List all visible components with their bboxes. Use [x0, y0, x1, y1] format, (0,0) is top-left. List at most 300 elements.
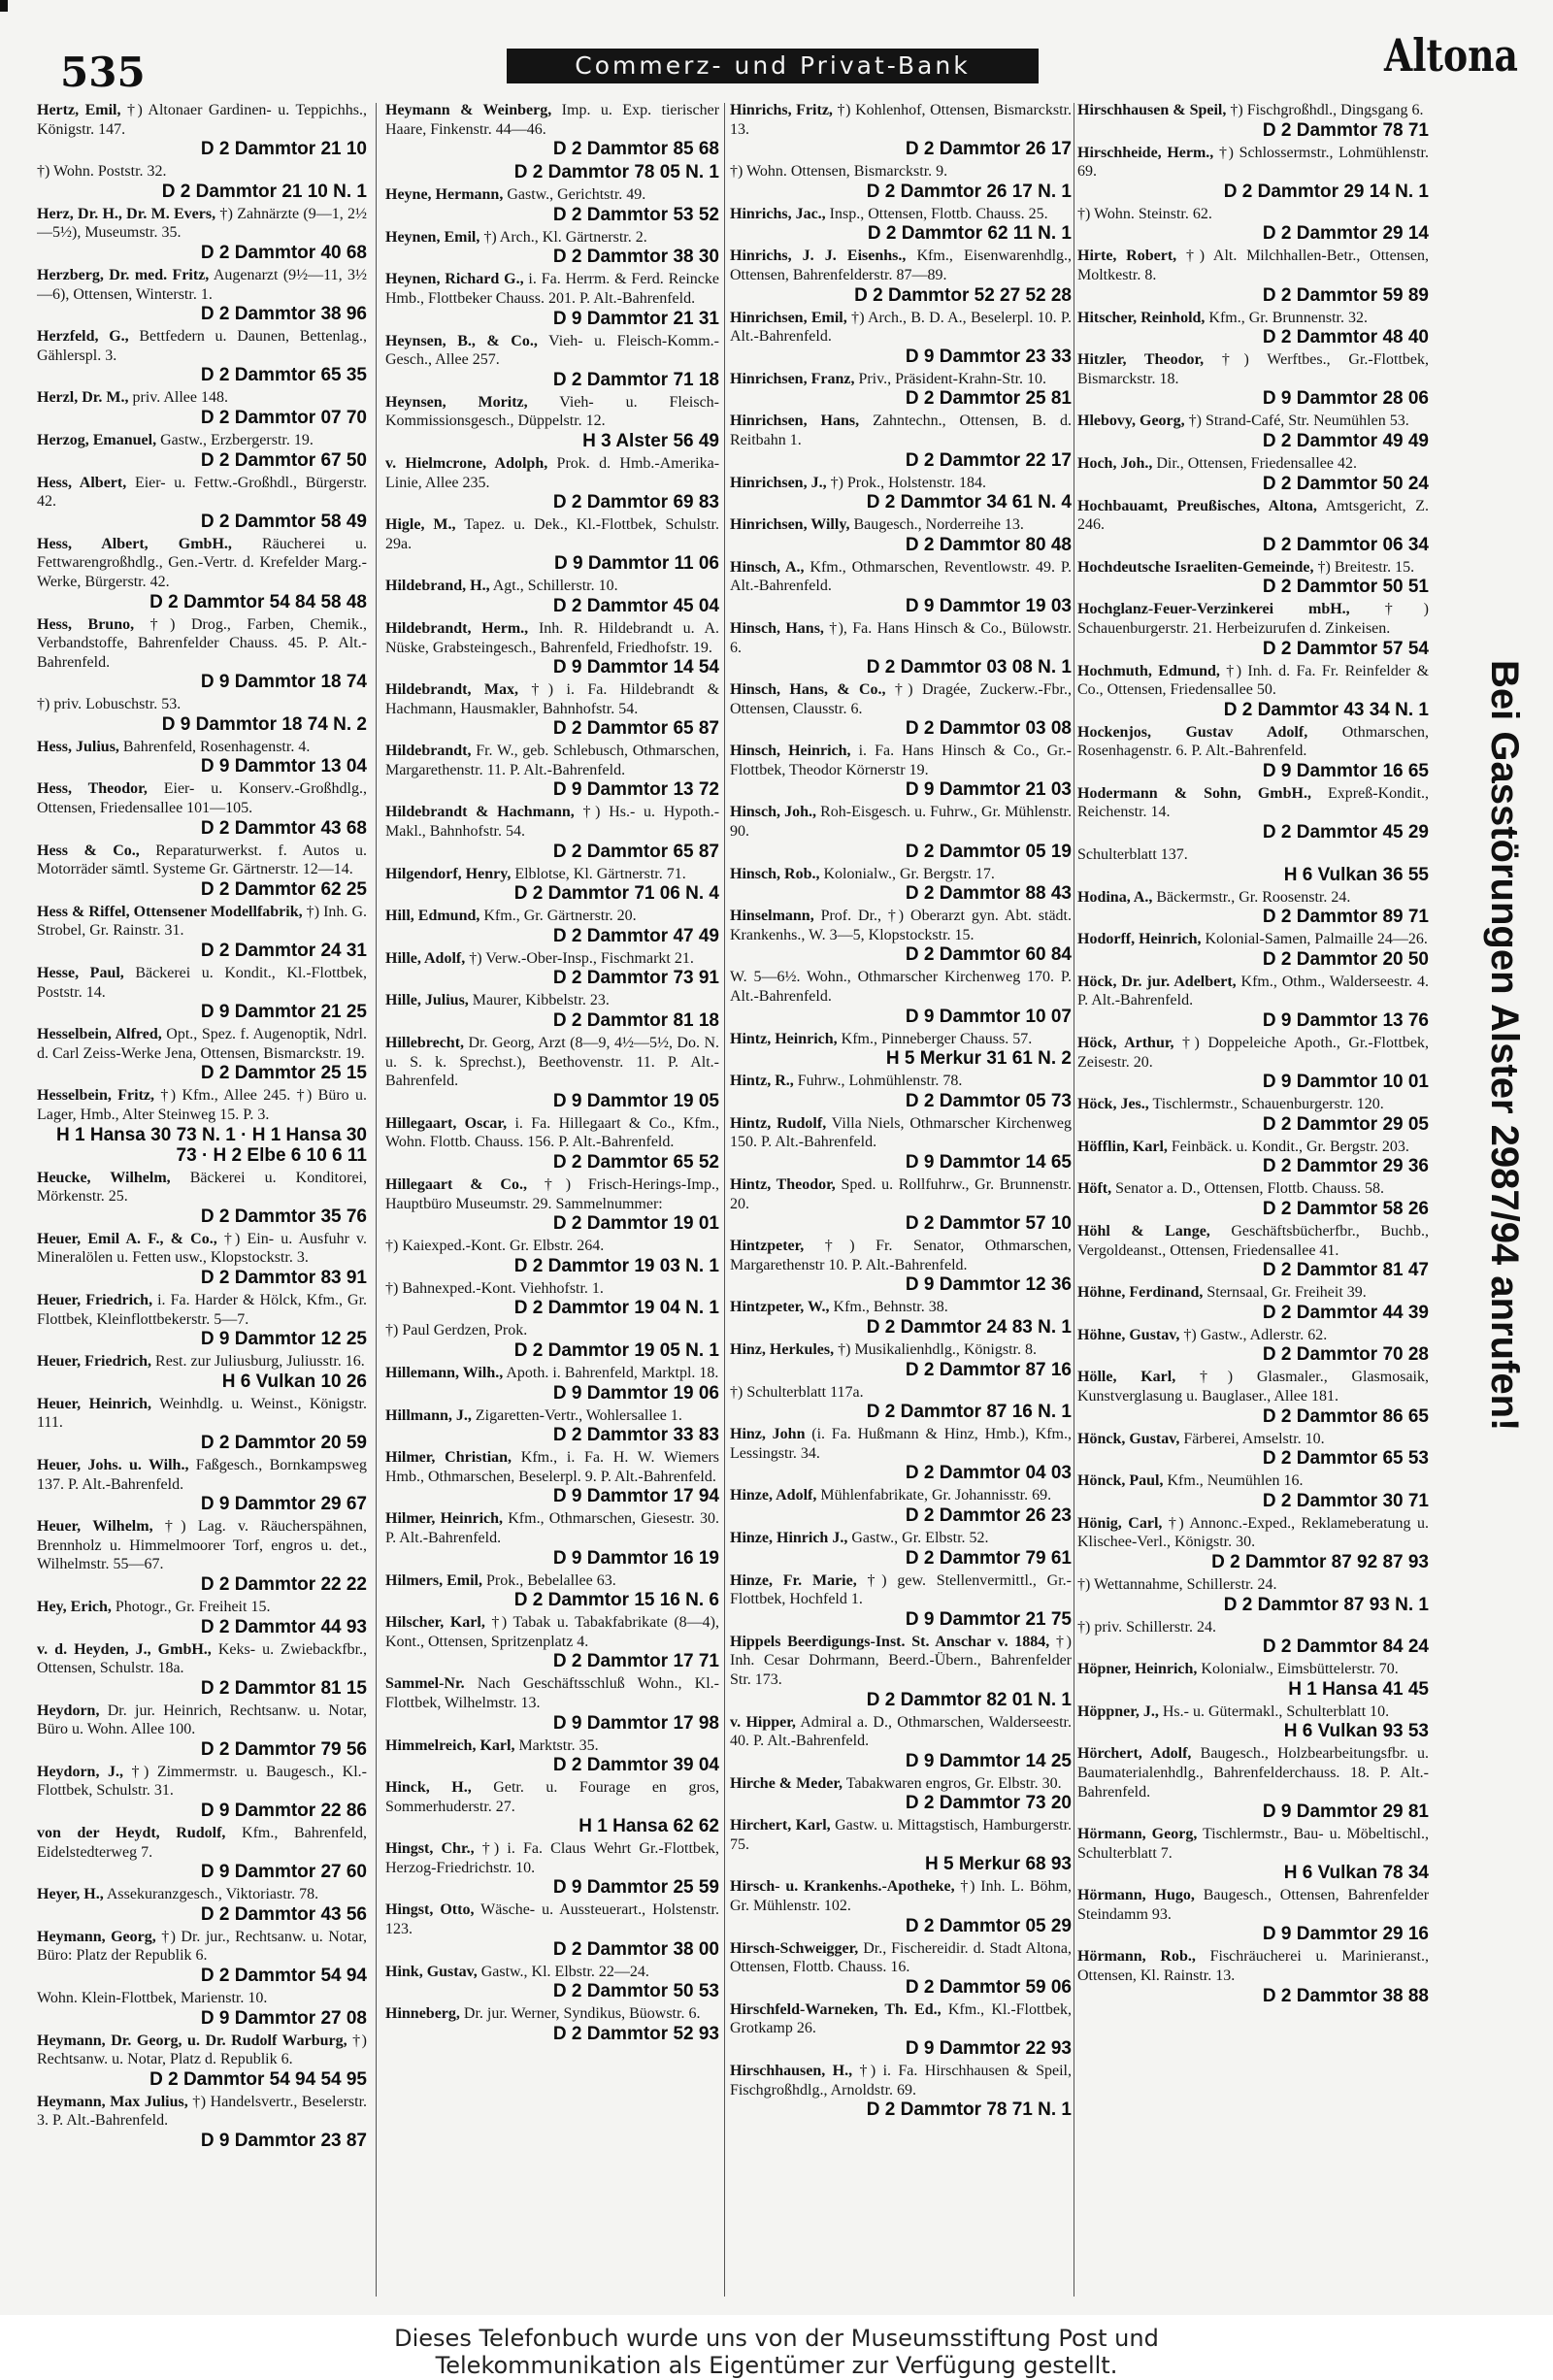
phone-number: D 2 Dammtor 17 71: [552, 1651, 719, 1672]
entry-details: †) Drog., Farben, Chemik., Verbandstoffe, Bahrenfelder Chauss. 45. P. Alt.-Bahrenfeld.: [37, 615, 367, 671]
entry-details: Tischlermstr., Bau- u. Möbeltischl., Schulterblatt 7.: [1077, 1826, 1429, 1862]
entry-details: Expreß-Kondit., Reichenstr. 14.: [1077, 784, 1429, 821]
entry-details: Assekuranzgesch., Viktoriastr. 78.: [106, 1886, 319, 1903]
phone-number: D 9 Dammtor 13 72: [552, 779, 719, 801]
directory-entry: [1077, 1702, 1429, 1742]
phone-number: D 2 Dammtor 38 30: [552, 247, 719, 268]
entry-details: Vieh- u. Fleisch-Kommissionsgesch., Düppelstr. 12.: [385, 393, 719, 430]
phone-number: D 2 Dammtor 65 87: [552, 841, 719, 862]
entry-name: Hodina, A.,: [1077, 888, 1153, 906]
directory-entry: [37, 535, 367, 612]
entry-details: Kfm., Gr. Brunnenstr. 32.: [1208, 309, 1368, 326]
directory-entry: [730, 1175, 1072, 1234]
entry-details: †) Wettannahme, Schillerstr. 24.: [1077, 1575, 1277, 1593]
entry-name: Hildebrand, H.,: [385, 578, 490, 595]
entry-details: Nach Geschäftsschluß Wohn., Kl.-Flottbek, Wilhelmstr. 13.: [385, 1675, 719, 1711]
phone-number: D 2 Dammtor 19 04 N. 1: [513, 1298, 719, 1319]
entry-name: Heuer, Emil A. F., & Co.,: [37, 1230, 217, 1247]
directory-entry: [385, 1509, 719, 1568]
entry-name: Hinrichsen, Franz,: [730, 370, 855, 387]
directory-entry: [385, 1114, 719, 1173]
phone-number: D 2 Dammtor 25 15: [200, 1063, 367, 1084]
phone-number: D 2 Dammtor 87 92 87 93: [1211, 1551, 1429, 1572]
entry-details: Gastw., Gerichtstr. 49.: [507, 186, 646, 204]
entry-details: †) Lag. v. Räucherspähnen, Brennholz u. Himmelmoorer Torf, engros u. det., Wilhelmstr. 55—67.: [37, 1518, 367, 1573]
directory-entry: [385, 1406, 719, 1446]
entry-details: Getr. u. Fourage en gros, Sommerhuderstr. 27.: [385, 1779, 719, 1815]
entry-details: Roh-Eisgesch. u. Fuhrw., Gr. Mühlenstr. 90.: [730, 804, 1072, 841]
entry-details: Kolonial-Samen, Palmaille 24—26.: [1205, 931, 1428, 948]
entry-name: Hirschfeld-Warneken, Th. Ed.,: [730, 2000, 942, 2018]
entry-details: i. Fa. Herrm. & Ferd. Reincke Hmb., Flottbeker Chauss. 201. P. Alt.-Bahrenfeld.: [385, 271, 719, 307]
entry-details: †) Inh. L. Böhm, Gr. Mühlenstr. 102.: [730, 1878, 1072, 1915]
phone-number: D 2 Dammtor 84 24: [1262, 1636, 1429, 1658]
entry-name: Hink, Gustav,: [385, 1963, 478, 1980]
phone-number: D 2 Dammtor 67 50: [200, 449, 367, 471]
directory-entry: [1077, 350, 1429, 409]
entry-name: Hörchert, Adolf,: [1077, 1745, 1192, 1763]
directory-entry: [385, 2004, 719, 2044]
phone-number: D 2 Dammtor 52 27 52 28: [854, 284, 1072, 306]
entry-details: Eier- u. Fettw.-Großhdl., Bürgerstr. 42.: [37, 474, 367, 511]
entry-name: Heymann & Weinberg,: [385, 102, 552, 118]
entry-name: Hess, Julius,: [37, 738, 119, 755]
entry-name: Heucke, Wilhelm,: [37, 1169, 171, 1186]
directory-entry: [37, 2093, 367, 2151]
entry-name: von der Heydt, Rudolf,: [37, 1825, 226, 1842]
phone-number: H 5 Merkur 31 61 N. 2: [885, 1048, 1072, 1070]
phone-number: D 2 Dammtor 43 68: [200, 817, 367, 839]
entry-name: Heydorn, J.,: [37, 1763, 123, 1780]
phone-number: D 2 Dammtor 79 61: [905, 1547, 1072, 1569]
directory-entry: [1077, 247, 1429, 305]
entry-name: Hill, Edmund,: [385, 908, 480, 925]
phone-number: D 2 Dammtor 29 14 N. 1: [1223, 181, 1429, 202]
directory-entry: [385, 1963, 719, 2002]
entry-details: Fischräucherei u. Marinieranst., Ottensen, Kl. Rainstr. 13.: [1077, 1948, 1429, 1985]
entry-details: Othmarschen, Rosenhagenstr. 6. P. Alt.-Bahrenfeld.: [1077, 723, 1429, 760]
entry-details: †) Verw.-Ober-Insp., Fischmarkt 21.: [469, 949, 694, 967]
phone-number: D 2 Dammtor 79 56: [200, 1738, 367, 1760]
entry-details: †) Strand-Café, Str. Neumühlen 53.: [1188, 413, 1409, 430]
entry-name: Hinsch, Rob.,: [730, 865, 820, 882]
entry-details: Kfm., Bahrenfeld, Eidelstedterweg 7.: [37, 1825, 367, 1861]
directory-entry: [385, 454, 719, 512]
bank-banner: Commerz- und Privat-Bank: [507, 49, 1039, 83]
directory-entry: [1077, 973, 1429, 1031]
phone-number: D 2 Dammtor 57 10: [905, 1213, 1072, 1235]
entry-name: Hinrichsen, Hans,: [730, 413, 860, 430]
entry-name: Hochmuth, Edmund,: [1077, 662, 1220, 679]
directory-entry: [730, 2062, 1072, 2120]
entry-details: Fuhrw., Lohmühlenstr. 78.: [797, 1073, 963, 1090]
entry-name: Heynsen, B., & Co.,: [385, 332, 538, 349]
entry-name: Hirte, Robert,: [1077, 248, 1177, 265]
directory-entry: [730, 1939, 1072, 1998]
city-title: Altona: [1383, 29, 1518, 82]
entry-details: Mühlenfabrikate, Gr. Johannisstr. 69.: [820, 1487, 1052, 1504]
entry-details: Reparaturwerkst. f. Autos u. Motorräder sämtl. Systeme Gr. Gärtnerstr. 12—14.: [37, 842, 367, 878]
entry-details: †) Dr. jur., Rechtsanw. u. Notar, Büro: Platz der Republik 6.: [37, 1928, 367, 1965]
phone-number: D 9 Dammtor 21 75: [905, 1608, 1072, 1630]
phone-number: D 2 Dammtor 65 87: [552, 718, 719, 740]
entry-details: Bäckerei u. Konditorei, Mörkenstr. 25.: [37, 1169, 367, 1206]
phone-number: D 2 Dammtor 87 16: [905, 1359, 1072, 1380]
directory-entry: [385, 270, 719, 328]
entry-details: Bahrenfeld, Rosenhagenstr. 4.: [122, 738, 311, 755]
entry-name: Hockenjos, Gustav Adolf,: [1077, 723, 1308, 741]
directory-entry: [37, 101, 367, 159]
entry-name: Hess, Albert, GmbH.,: [37, 535, 232, 552]
entry-details: Zahntechn., Ottensen, B. d. Reitbahn 1.: [730, 413, 1072, 448]
entry-name: Heuer, Heinrich,: [37, 1395, 152, 1412]
directory-entry: [730, 1774, 1072, 1814]
entry-details: Baugesch., Holzbearbeitungsfbr. u. Baumaterialenhdlg., Bahrenfelderchauss. 18. P. Alt.-Bahrenfeld.: [1077, 1745, 1429, 1801]
phone-number: D 9 Dammtor 12 36: [905, 1274, 1072, 1296]
entry-name: Heyne, Hermann,: [385, 186, 504, 204]
directory-entry: [385, 332, 719, 390]
phone-number: D 2 Dammtor 19 01: [552, 1213, 719, 1235]
entry-details: W. 5—6½. Wohn., Othmarscher Kirchenweg 170. P. Alt.-Bahrenfeld.: [730, 969, 1072, 1006]
directory-entry: [37, 205, 367, 263]
entry-details: Kfm., Behnstr. 38.: [833, 1299, 948, 1316]
phone-number: D 2 Dammtor 39 04: [552, 1755, 719, 1776]
entry-name: Hilmer, Christian,: [385, 1449, 512, 1467]
entry-details: †) Fischgroßhdl., Dingsgang 6.: [1230, 102, 1424, 118]
phone-number: D 2 Dammtor 62 25: [200, 878, 367, 900]
phone-number: D 2 Dammtor 50 24: [1262, 473, 1429, 494]
entry-details: Baugesch., Norderreihe 13.: [853, 516, 1024, 534]
phone-number: D 2 Dammtor 54 94 54 95: [149, 2068, 367, 2090]
entry-details: †) Wohn. Ottensen, Bismarckstr. 9.: [730, 163, 948, 181]
side-advertisement: [1442, 660, 1539, 1825]
page-number: 535: [60, 49, 146, 96]
phone-number: H 6 Vulkan 36 55: [1283, 864, 1429, 885]
entry-name: Höhne, Gustav,: [1077, 1326, 1180, 1343]
directory-entry: [730, 1529, 1072, 1569]
phone-number: D 2 Dammtor 54 94: [200, 1966, 367, 1987]
directory-entry: [37, 1352, 367, 1392]
phone-number: D 2 Dammtor 44 93: [200, 1616, 367, 1637]
entry-name: Hochglanz-Feuer-Verzinkerei mbH.,: [1077, 601, 1350, 618]
entry-details: Opt., Spez. f. Augenoptik, Ndrl. d. Carl Zeiss-Werke Jena, Ottensen, Bismarckstr. 19.: [37, 1026, 367, 1062]
entry-name: Höhne, Ferdinand,: [1077, 1284, 1204, 1302]
directory-entry: [37, 779, 367, 838]
directory-entry: [37, 1169, 367, 1227]
entry-name: Heynen, Richard G.,: [385, 271, 524, 288]
entry-details: Hs.- u. Gütermakl., Schulterblatt 10.: [1162, 1702, 1390, 1720]
phone-number: D 2 Dammtor 82 01 N. 1: [866, 1689, 1072, 1710]
phone-number: D 2 Dammtor 87 93 N. 1: [1223, 1594, 1429, 1615]
entry-details: Bäckermstr., Gr. Roosenstr. 24.: [1156, 888, 1351, 906]
directory-entry: [385, 1175, 719, 1234]
entry-details: †) Glasmaler., Glasmosaik, Kunstverglasung u. Bauglaser., Allee 181.: [1077, 1369, 1429, 1405]
entry-name: Hinze, Fr. Marie,: [730, 1571, 857, 1589]
phone-number: D 2 Dammtor 20 59: [200, 1432, 367, 1453]
directory-entry: [37, 1885, 367, 1925]
directory-entry: [37, 738, 367, 777]
directory-entry: [385, 577, 719, 616]
directory-entry: [37, 1086, 367, 1165]
entry-name: Hilmers, Emil,: [385, 1571, 482, 1589]
entry-details: Bäckerei u. Kondit., Kl.-Flottbek, Poststr. 14.: [37, 965, 367, 1001]
entry-details: Dr., Fischereidir. d. Stadt Altona, Ottensen, Flottb. Chauss. 16.: [730, 1939, 1072, 1976]
phone-number: D 2 Dammtor 35 76: [200, 1206, 367, 1227]
phone-number: D 2 Dammtor 73 91: [552, 968, 719, 989]
entry-details: †) Kfm., Allee 245. †) Büro u. Lager, Hmb., Alter Steinweg 15. P. 3.: [37, 1087, 367, 1123]
entry-details: Amtsgericht, Z. 246.: [1077, 497, 1429, 534]
entry-name: Hörmann, Georg,: [1077, 1826, 1198, 1843]
entry-details: Kfm., Othmarschen, Giesestr. 30. P. Alt.-Bahrenfeld.: [385, 1510, 719, 1546]
phone-number: D 2 Dammtor 47 49: [552, 925, 719, 946]
directory-entry: [385, 515, 719, 574]
phone-number: D 2 Dammtor 57 54: [1262, 638, 1429, 659]
entry-details: Kolonialw., Eimsbüttelerstr. 70.: [1201, 1661, 1399, 1678]
directory-entry: [730, 619, 1072, 678]
directory-entry: [385, 907, 719, 946]
directory-entry: [37, 388, 367, 428]
phone-number: D 9 Dammtor 14 25: [905, 1750, 1072, 1771]
entry-name: Hilmer, Heinrich,: [385, 1510, 504, 1528]
directory-entry: [1077, 662, 1429, 720]
entry-details: †) priv. Schillerstr. 24.: [1077, 1618, 1216, 1636]
directory-entry: [385, 1448, 719, 1506]
directory-entry: [385, 1778, 719, 1836]
entry-name: Hippels Beerdigungs-Inst. St. Anschar v. 1884,: [730, 1633, 1050, 1650]
entry-name: Hörmann, Rob.,: [1077, 1948, 1196, 1966]
phone-number: D 2 Dammtor 89 71: [1262, 907, 1429, 928]
phone-number: D 2 Dammtor 24 83 N. 1: [866, 1316, 1072, 1338]
directory-entry: [385, 991, 719, 1031]
phone-number: D 2 Dammtor 38 88: [1262, 1985, 1429, 2006]
entry-name: Höck, Jes.,: [1077, 1096, 1149, 1113]
footer-line-1: Dieses Telefonbuch wurde uns von der Museumsstiftung Post und: [394, 2325, 1159, 2352]
phone-number: D 2 Dammtor 24 31: [200, 941, 367, 962]
directory-entry: [1077, 1744, 1429, 1822]
phone-number: D 2 Dammtor 65 35: [200, 365, 367, 386]
directory-entry: [385, 1613, 719, 1671]
phone-number: D 2 Dammtor 71 06 N. 4: [513, 883, 719, 905]
directory-entry: [37, 1598, 367, 1637]
entry-name: Hirche & Meder,: [730, 1774, 843, 1792]
entry-details: †) Inh. d. Fa. Fr. Reinfelder & Co., Ottensen, Friedensallee 50.: [1077, 662, 1429, 699]
entry-name: Hinsch, Hans,: [730, 619, 824, 637]
entry-name: Hillmann, J.,: [385, 1406, 472, 1424]
entry-details: Weinhdlg. u. Weinst., Königstr. 111.: [37, 1395, 367, 1432]
directory-entry: [730, 1877, 1072, 1935]
entry-name: v. d. Heyden, J., GmbH.,: [37, 1640, 212, 1658]
entry-name: Hildebrandt, Herm.,: [385, 619, 529, 637]
entry-details: Kfm., Pinneberger Chauss. 57.: [841, 1030, 1033, 1047]
entry-name: Hinsch, Hans, & Co.,: [730, 681, 886, 699]
entry-name: Herzberg, Dr. med. Fritz,: [37, 266, 210, 283]
directory-entry: [730, 1298, 1072, 1338]
entry-details: Insp., Ottensen, Flottb. Chauss. 25.: [829, 205, 1048, 222]
entry-name: Himmelreich, Karl,: [385, 1736, 515, 1754]
entry-name: Hönig, Carl,: [1077, 1514, 1163, 1532]
directory-entry: [1077, 1514, 1429, 1572]
phone-number: D 9 Dammtor 22 86: [200, 1801, 367, 1822]
directory-entry: [1077, 1138, 1429, 1177]
phone-number: D 9 Dammtor 29 81: [1262, 1802, 1429, 1823]
entry-details: Dir., Ottensen, Friedensallee 42.: [1156, 454, 1357, 472]
entry-details: Gastw. u. Mittagstisch, Hamburgerstr. 75.: [730, 1817, 1072, 1853]
entry-name: Höft,: [1077, 1180, 1112, 1198]
entry-details: †) Arch., B. D. A., Beselerpl. 10. P. Alt.-Bahrenfeld.: [730, 309, 1072, 346]
phone-number: D 2 Dammtor 43 34 N. 1: [1223, 699, 1429, 720]
entry-details: Imp. u. Exp. tierischer Haare, Finkenstr. 44—46.: [385, 102, 719, 138]
entry-name: Hinz, Herkules,: [730, 1340, 835, 1358]
phone-number: D 9 Dammtor 23 87: [200, 2131, 367, 2151]
phone-number: D 9 Dammtor 18 74: [200, 672, 367, 693]
phone-number: D 2 Dammtor 29 05: [1262, 1113, 1429, 1135]
phone-number: D 2 Dammtor 80 48: [905, 534, 1072, 555]
directory-column-3: [730, 101, 1072, 2304]
entry-details: †) Schauenburgerstr. 21. Herbeizurufen d. Zinkeisen.: [1077, 601, 1429, 637]
phone-number: D 2 Dammtor 65 52: [552, 1152, 719, 1173]
entry-name: Hochbauamt, Preußisches, Altona,: [1077, 497, 1317, 514]
entry-name: Hönck, Gustav,: [1077, 1430, 1180, 1447]
entry-details: †), Fa. Hans Hinsch & Co., Bülowstr. 6.: [730, 619, 1072, 656]
phone-number: D 2 Dammtor 03 08 N. 1: [866, 657, 1072, 678]
entry-name: Hilscher, Karl,: [385, 1614, 485, 1632]
entry-name: Hinsch, A.,: [730, 558, 805, 576]
directory-entry: [37, 1763, 367, 1821]
directory-entry: [385, 1321, 719, 1361]
entry-details: Färberei, Amselstr. 10.: [1183, 1430, 1325, 1447]
entry-details: †) Annonc.-Exped., Reklameberatung u. Klischee-Verl., Königstr. 30.: [1077, 1514, 1429, 1551]
phone-number: D 2 Dammtor 06 34: [1262, 534, 1429, 555]
directory-entry: [1077, 1886, 1429, 1944]
directory-entry: [1077, 1368, 1429, 1426]
phone-number: D 2 Dammtor 59 06: [905, 1976, 1072, 1998]
entry-name: Hille, Adolf,: [385, 949, 466, 967]
entry-name: Hintz, Theodor,: [730, 1176, 836, 1193]
directory-entry: [1077, 1575, 1429, 1615]
phone-number: D 2 Dammtor 62 11 N. 1: [867, 223, 1072, 245]
directory-entry: [1077, 558, 1429, 598]
directory-entry: [1077, 600, 1429, 658]
directory-entry: [1077, 1660, 1429, 1700]
phone-number: D 9 Dammtor 19 06: [552, 1382, 719, 1404]
entry-details: Räucherei u. Fettwarengroßhdlg., Gen.-Vertr. d. Krefelder Marg.-Werke, Bürgerstr. 42.: [37, 535, 367, 590]
entry-name: Höpner, Heinrich,: [1077, 1661, 1198, 1678]
directory-entry: [1077, 784, 1429, 843]
entry-name: Hinrichs, Fritz,: [730, 102, 833, 118]
entry-name: Heymann, Dr. Georg, u. Dr. Rudolf Warburg,: [37, 2032, 347, 2049]
entry-name: Herzfeld, G.,: [37, 328, 129, 346]
entry-name: Hintz, Rudolf,: [730, 1114, 827, 1132]
entry-details: †) Schlossermstr., Lohmühlenstr. 69.: [1077, 144, 1429, 181]
entry-name: Hochdeutsche Israeliten-Gemeinde,: [1077, 558, 1314, 576]
entry-details: †) Bahnexped.-Kont. Viehhofstr. 1.: [385, 1279, 604, 1297]
entry-details: †) Doppeleiche Apoth., Gr.-Flottbek, Zeisestr. 20.: [1077, 1035, 1429, 1071]
entry-details: †) Dragée, Zuckerw.-Fbr., Ottensen, Clausstr. 6.: [730, 681, 1072, 717]
entry-details: †) Wohn. Poststr. 32.: [37, 163, 167, 181]
entry-details: Prok. d. Hmb.-Amerika-Linie, Allee 235.: [385, 454, 719, 491]
entry-details: †) Kohlenhof, Ottensen, Bismarckstr. 13.: [730, 102, 1072, 138]
phone-number: D 2 Dammtor 19 05 N. 1: [513, 1339, 719, 1361]
phone-number: D 2 Dammtor 15 16 N. 6: [513, 1590, 719, 1611]
entry-details: Eier- u. Konserv.-Großhdlg., Ottensen, Friedensallee 101—105.: [37, 780, 367, 817]
entry-details: Tapez. u. Dek., Kl.-Flottbek, Schulstr. 29a.: [385, 516, 719, 552]
phone-number: H 6 Vulkan 10 26: [221, 1371, 367, 1392]
phone-number: D 2 Dammtor 81 47: [1262, 1260, 1429, 1281]
phone-number: D 2 Dammtor 70 28: [1262, 1344, 1429, 1366]
directory-entry: [385, 185, 719, 225]
entry-details: †) Gastw., Adlerstr. 62.: [1183, 1326, 1328, 1343]
phone-number: D 2 Dammtor 83 91: [200, 1267, 367, 1288]
phone-number: D 9 Dammtor 21 25: [200, 1002, 367, 1023]
phone-number: D 2 Dammtor 73 20: [905, 1793, 1072, 1814]
directory-entry: [37, 1989, 367, 2029]
phone-number: D 2 Dammtor 52 93: [552, 2023, 719, 2044]
phone-number: D 2 Dammtor 86 65: [1262, 1405, 1429, 1427]
phone-number: D 2 Dammtor 20 50: [1262, 948, 1429, 970]
directory-entry: [730, 515, 1072, 555]
entry-details: †) Prok., Holstenstr. 184.: [830, 474, 987, 491]
entry-name: Hinrichsen, Willy,: [730, 516, 850, 534]
directory-entry: [385, 162, 719, 182]
entry-details: Marktstr. 35.: [518, 1736, 599, 1754]
entry-name: Höhl & Lange,: [1077, 1223, 1210, 1240]
directory-entry: [730, 1072, 1072, 1111]
entry-name: Hirsch-Schweigger,: [730, 1939, 859, 1957]
entry-name: Heyer, H.,: [37, 1886, 104, 1903]
phone-number: D 2 Dammtor 71 18: [552, 369, 719, 390]
directory-entry: [37, 431, 367, 471]
phone-number: H 6 Vulkan 78 34: [1283, 1863, 1429, 1884]
directory-entry: [730, 1114, 1072, 1173]
directory-entry: [730, 247, 1072, 305]
entry-details: i. Fa. Harder & Hölck, Kfm., Gr. Flottbek, Kleinflottbekerstr. 5—7.: [37, 1291, 367, 1328]
entry-details: †) i. Fa. Hirschhausen & Speil, Fischgroßhdlg., Arnoldstr. 69.: [730, 2063, 1072, 2099]
directory-entry: [730, 1340, 1072, 1380]
directory-entry: [37, 903, 367, 961]
entry-details: Senator a. D., Ottensen, Flottb. Chauss. 58.: [1115, 1180, 1384, 1198]
phone-number: D 9 Dammtor 17 94: [552, 1486, 719, 1507]
entry-details: Feinbäck. u. Kondit., Gr. Bergstr. 203.: [1171, 1138, 1409, 1155]
phone-number: D 2 Dammtor 34 61 N. 4: [866, 492, 1072, 513]
directory-entry: [1077, 930, 1429, 970]
phone-number: H 1 Hansa 30 73 N. 1 · H 1 Hansa 30 73 · H 2 Elbe 6 10 6 11: [56, 1124, 367, 1166]
entry-name: Hess, Theodor,: [37, 780, 148, 798]
directory-entry: [1077, 1825, 1429, 1883]
entry-details: †) Zimmermstr. u. Baugesch., Kl.-Flottbek, Schulstr. 31.: [37, 1763, 367, 1800]
entry-details: Gastw., Erzbergerstr. 19.: [160, 431, 314, 448]
entry-details: Prof. Dr., †) Oberarzt gyn. Abt. städt. Krankenhs., W. 3—5, Klopstockstr. 15.: [730, 908, 1072, 943]
entry-name: Hinselmann,: [730, 908, 814, 925]
directory-entry: [1077, 1471, 1429, 1511]
entry-name: Hirschhausen & Speil,: [1077, 102, 1227, 118]
entry-details: †) Altonaer Gardinen- u. Teppichhs., Königstr. 147.: [37, 102, 367, 138]
entry-details: Photogr., Gr. Freiheit 15.: [115, 1598, 271, 1615]
directory-entry: [385, 1364, 719, 1404]
phone-number: D 2 Dammtor 05 73: [905, 1090, 1072, 1111]
directory-entry: [1077, 1034, 1429, 1092]
phone-number: D 2 Dammtor 05 19: [905, 841, 1072, 862]
phone-number: D 2 Dammtor 40 68: [200, 242, 367, 263]
directory-entry: [385, 1034, 719, 1111]
entry-name: Hirschheide, Herm.,: [1077, 144, 1214, 161]
entry-name: Hesselbein, Fritz,: [37, 1087, 155, 1105]
entry-details: Augenarzt (9½—11, 3½—6), Ottensen, Winterstr. 1.: [37, 266, 367, 303]
entry-details: Wäsche- u. Aussteuerart., Holstenstr. 123.: [385, 1901, 719, 1938]
entry-name: Heuer, Friedrich,: [37, 1291, 153, 1308]
entry-name: Hinrichsen, Emil,: [730, 309, 847, 326]
phone-number: D 9 Dammtor 12 25: [200, 1329, 367, 1350]
phone-number: D 9 Dammtor 10 01: [1262, 1072, 1429, 1093]
